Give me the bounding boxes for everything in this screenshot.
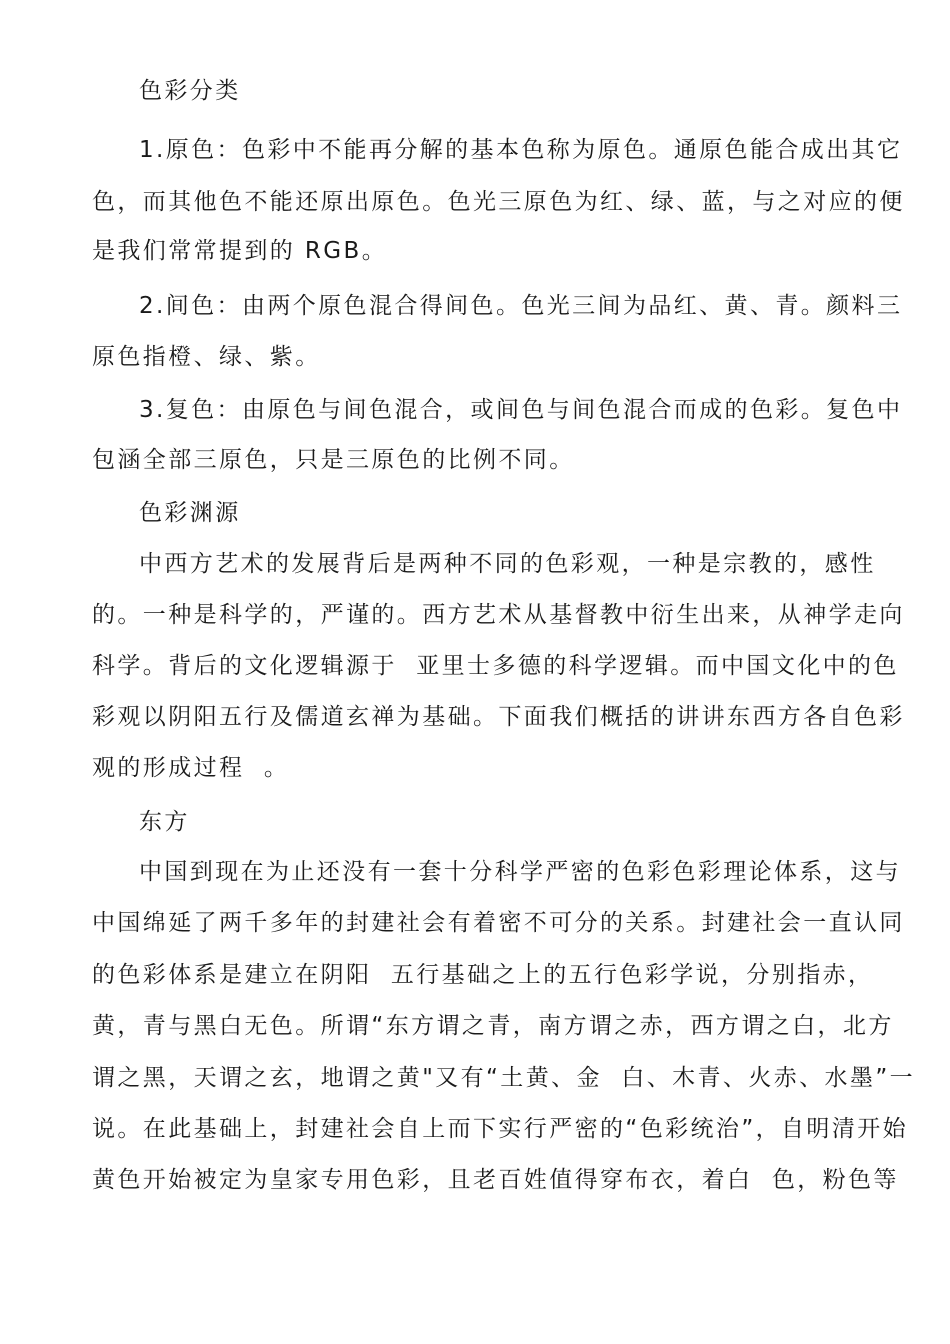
paragraph-line: 中西方艺术的发展背后是两种不同的色彩观，一种是宗教的，感性 — [139, 551, 876, 577]
paragraph-line: 原色指橙、绿、紫。 — [92, 344, 321, 370]
heading-color-classification: 色彩分类 — [139, 78, 241, 104]
paragraph-line: 2.间色：由两个原色混合得间色。色光三间为品红、黄、青。颜料三 — [139, 293, 903, 319]
paragraph-line: 说。在此基础上，封建社会自上而下实行严密的“色彩统治”，自明清开始 — [92, 1116, 909, 1142]
heading-east: 东方 — [139, 809, 190, 835]
paragraph-line: 中国绵延了两千多年的封建社会有着密不可分的关系。封建社会一直认同 — [92, 910, 905, 936]
paragraph-line: 是我们常常提到的 RGB。 — [92, 238, 388, 264]
paragraph-line: 谓之黑，天谓之玄，地谓之黄"又有“土黄、金 白、木青、火赤、水墨”一 — [92, 1065, 916, 1091]
paragraph-line: 的。一种是科学的，严谨的。西方艺术从基督教中衍生出来，从神学走向 — [92, 602, 905, 628]
paragraph-line: 1.原色：色彩中不能再分解的基本色称为原色。通原色能合成出其它 — [139, 137, 903, 163]
paragraph-line: 黄，青与黑白无色。所谓“东方谓之青，南方谓之赤，西方谓之白，北方 — [92, 1013, 894, 1039]
paragraph-line: 3.复色：由原色与间色混合，或间色与间色混合而成的色彩。复色中 — [139, 397, 903, 423]
paragraph-line: 中国到现在为止还没有一套十分科学严密的色彩色彩理论体系，这与 — [139, 859, 901, 885]
paragraph-line: 色，而其他色不能还原出原色。色光三原色为红、绿、蓝，与之对应的便 — [92, 189, 905, 215]
paragraph-line: 观的形成过程 。 — [92, 755, 290, 781]
paragraph-line: 包涵全部三原色，只是三原色的比例不同。 — [92, 447, 575, 473]
paragraph-line: 科学。背后的文化逻辑源于 亚里士多德的科学逻辑。而中国文化中的色 — [92, 653, 899, 679]
paragraph-line: 黄色开始被定为皇家专用色彩，且老百姓值得穿布衣，着白 色，粉色等 — [92, 1167, 899, 1193]
paragraph-line: 彩观以阴阳五行及儒道玄禅为基础。下面我们概括的讲讲东西方各自色彩 — [92, 704, 905, 730]
heading-color-origin: 色彩渊源 — [139, 500, 241, 526]
paragraph-line: 的色彩体系是建立在阴阳 五行基础之上的五行色彩学说，分别指赤， — [92, 962, 874, 988]
